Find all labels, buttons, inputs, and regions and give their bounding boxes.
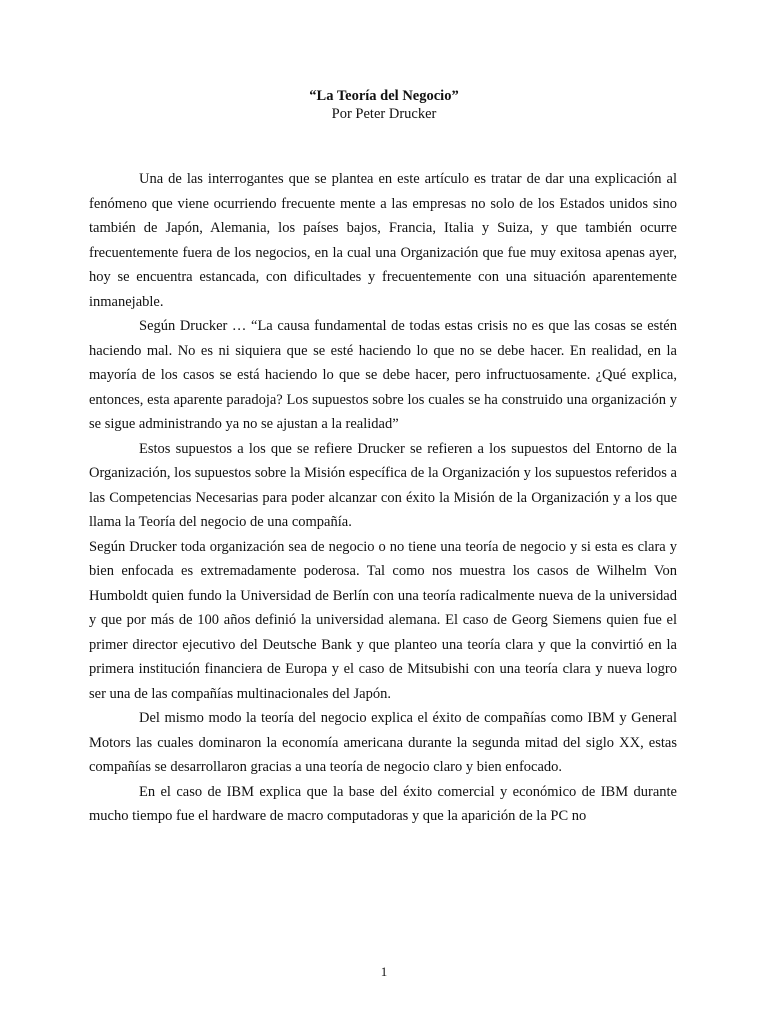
paragraph-3: Estos supuestos a los que se refiere Drucker se refieren a los supuestos del Entorno de la Organización, los supuestos sobre la Misión específica de la Organización y los supuestos referidos a las Competencias Necesarias para poder alcanzar con éxito la Misión de la Organización y a los que llama la Teoría del negocio de una compañía. bbox=[89, 440, 677, 530]
page-number: 1 bbox=[380, 964, 388, 979]
document-body bbox=[89, 167, 677, 829]
document-author: Por Peter Drucker bbox=[331, 106, 437, 122]
paragraph-4: Según Drucker toda organización sea de negocio o no tiene una teoría de negocio y si esta es clara y bien enfocada es extremadamente poderosa. Tal como nos muestra los casos de Wilhelm Von Humboldt quien fundo la Universidad de Berlín con una teoría radicalmente nueva de la universidad y que por más de 100 años definió la universidad alemana. El caso de Georg Siemens quien fue el primer director ejecutivo del Deutsche Bank y que planteo una teoría clara y que la convirtió en la primera institución financiera de Europa y el caso de Mitsubishi con una teoría clara y nueva logro ser una de las compañías multinacionales del Japón. bbox=[89, 538, 677, 702]
document-title: “La Teoría del Negocio” bbox=[309, 88, 459, 104]
paragraph-6: En el caso de IBM explica que la base del éxito comercial y económico de IBM durante mucho tiempo fue el hardware de macro computadoras y que la aparición de la PC no bbox=[89, 783, 677, 824]
paragraph-2: Según Drucker … “La causa fundamental de todas estas crisis no es que las cosas se estén haciendo mal. No es ni siquiera que se esté haciendo lo que no se debe hacer. En realidad, en la mayoría de los casos se está haciendo lo que se debe hacer, pero infructuosamente. ¿Qué explica, entonces, esta aparente paradoja? Los supuestos sobre los cuales se ha construido una organización y se sigue administrando ya no se ajustan a la realidad” bbox=[89, 318, 677, 432]
paragraph-5: Del mismo modo la teoría del negocio explica el éxito de compañías como IBM y General Motors las cuales dominaron la economía americana durante la segunda mitad del siglo XX, estas compañías se desarrollaron gracias a una teoría de negocio claro y bien enfocado. bbox=[89, 710, 677, 775]
paragraph-1: Una de las interrogantes que se plantea en este artículo es tratar de dar una explicación al fenómeno que viene ocurriendo frecuente mente a las empresas no solo de los Estados unidos sino también de Japón, Alemania, los países bajos, Francia, Italia y Suiza, y que también ocurre frecuentemente fuera de los negocios, en la cual una Organización que fue muy exitosa apenas ayer, hoy se encuentra estancada, con dificultades y frecuentemente con una situación aparentemente inmanejable. bbox=[89, 171, 677, 310]
